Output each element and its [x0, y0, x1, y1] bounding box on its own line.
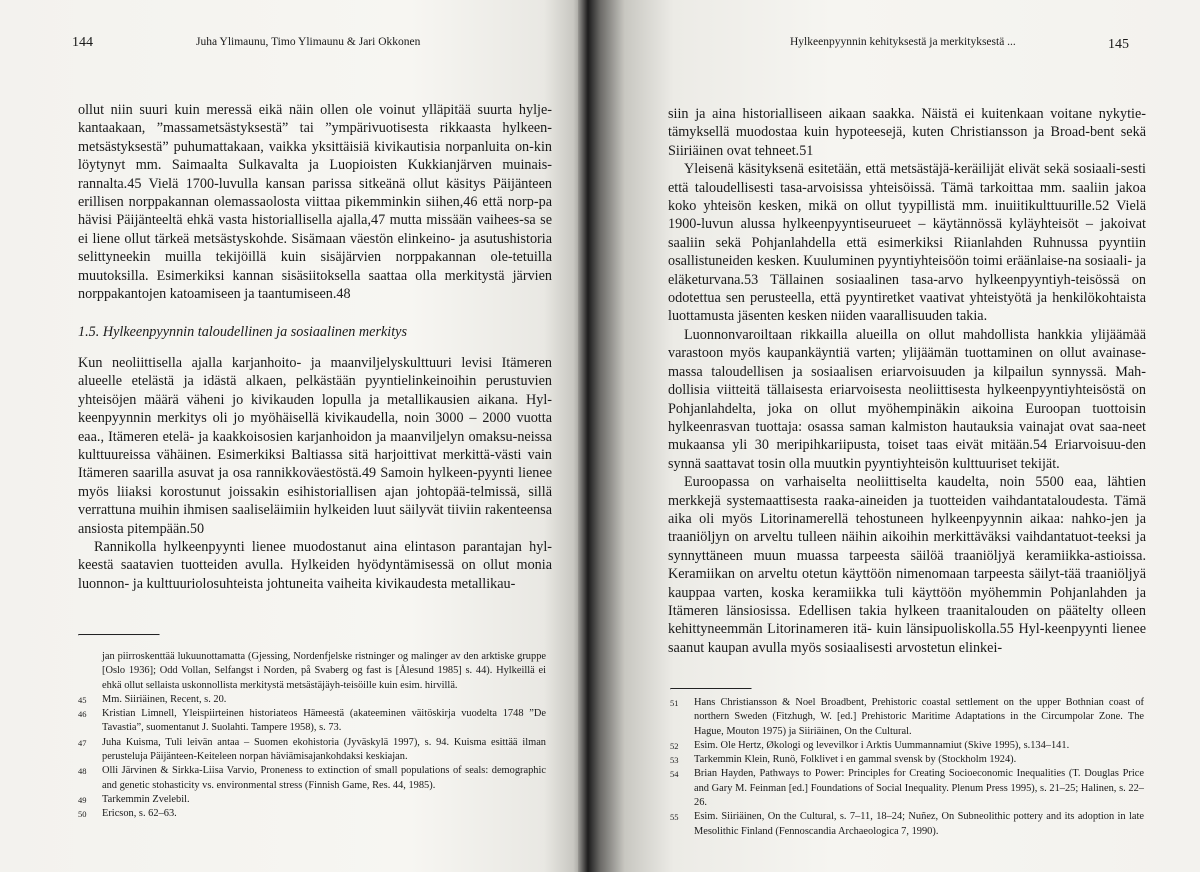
footnote-text: Brian Hayden, Pathways to Power: Principles for Creating Socioeconomic Inequalities (T. Douglas Price and Gary M. Feinman [ed.] Foundations of Social Inequality. Plenum Press 1995), s. 21–25; Halinen, s. 22–26. — [694, 768, 1144, 809]
footnote-text: Olli Järvinen & Sirkka-Liisa Varvio, Proneness to extinction of small populations of seals: demographic and genetic stohasticity vs. environmental stress (Finnish Game, Res. 44, 1985). — [102, 765, 546, 791]
paragraph: Euroopassa on varhaiselta neoliittiselta kaudelta, noin 5500 eaa, lähtien merkkejä systemaattisesta raaka-aineiden ja tuotteiden vaihdantataloudesta. Tämä aika oli myös Litorinamerellä tehostuneen hylkeenpyynnin aikaa: nahko-jen ja traaniöljyn on arveltu tulleen näihin aikoihin merkittäväksi vaihdantatuot-teeksi ja synnyttäneen muun muassa tarpeesta säilöä traaniöljyä keramiikka-astioissa. Keramiikan on arveltu otetun käyttöön nimenomaan tarpeesta säilyt-tää traaniöljyä kauppaa varten, koska keramiikka tuli käyttöön myöhemmin Pohjanlahden ja Itämeren länsiosissa. Edellisen takia hylkeen traanitalouden on päätelty olleen kehittyneemmän Litorinameren itä- kuin länsipuoliskolla.55 Hyl-keenpyynti lienee saanut kaupan avulla myös sosiaalisesti arvostetun elinkei- — [668, 474, 1146, 656]
footnote-continuation: jan piirroskenttää lukuunottamatta (Gjessing, Nordenfjelske ristninger og malinger av den arktiske gruppe [Oslo 1936]; Odd Vollan, Selfangst i Norden, på Svaberg og fast is [Ålesund 1985] s. 44). Hylkeillä ei ehkä ollut sellaista uskonnollista merkitystä metsästäjäyh-teisöille kuin esim. hirvillä. — [102, 651, 546, 691]
footnote-text: Tarkemmin Klein, Runö, Folklivet i en gammal svensk by (Stockholm 1924). — [694, 754, 1017, 766]
footnote-item — [670, 810, 1144, 839]
footnote-number: 52 — [670, 740, 679, 751]
right-body — [668, 105, 1146, 657]
footnote-item — [78, 736, 546, 765]
footnote-number: 47 — [78, 737, 87, 748]
paragraph: Luonnonvaroiltaan rikkailla alueilla on ollut mahdollista hankkia ylijäämää varastoon myös kaupankäyntiä varten; ylijäämän tuottaminen on ollut avainase-massa taloudellisen ja sosiaalisen eriarvoisuuden ja kilpailun synnyssä. Mah-dollisia viitteitä tällaisesta eriarvoisesta neoliittisesta hylkeenpyyntiyhteisöstä on Pohjanlahdelta, joka on ollut myöhempinäkin aikoina Euroopan tuottoisin hylkeenrasvan tuottaja: osassa saman kalmiston hautauksia vainajat ovat saa-neet mukaansa yli 30 meripihkariipusta, toiset taas eivät mitään.54 Eriarvoisuu-den synnä saattavat tosin olla muutkin pyyntiyhteisön kulttuuriset tekijät. — [668, 326, 1146, 472]
footnote-number: 49 — [78, 794, 87, 805]
footnote-text: Tarkemmin Zvelebil. — [102, 793, 190, 805]
left-body — [78, 101, 552, 593]
paragraph: Rannikolla hylkeenpyynti lienee muodostanut aina elintason parantajan hyl-keestä saatavien tuotteiden avulla. Hylkeiden hyödyntämisessä on ollut monia luonnon- ja kulttuuriolosuhteista johtuneita vaiheita kivikaudesta metallikau- — [78, 538, 552, 592]
paragraph: Kun neoliittisella ajalla karjanhoito- ja maanviljelyskulttuuri levisi Itämeren alueelle etelästä ja idästä alkaen, pelkästään pyyntielinkeinoihin perustuvien yhteisöjen määrä väheni jo kivikauden lopulla ja metallikausien aikana. Hyl-keenpyynnin merkitys oli jo myöhäisellä kivikaudella, noin 3000 – 2000 vuotta eaa., Itämeren etelä- ja kaakkoisosien karjanhoidon ja maanviljelyn omaksu-neissa kulttuureissa vähäinen. Esimerkiksi Baltiassa sitä harjoittivat merkittä-västi vain Itämeren saarilla asuvat ja osa rannikkoväestöstä.49 Samoin hylkeen-pyynti lienee myös liiaksi korostunut joissakin esihistoriallisen ajan johtopää-telmissä, sillä verrattuna muihin ihmisen saaliseläimiin hylkeiden luut säilyvät tiiviin rakenteensa ansiosta pitempään.50 — [78, 354, 552, 537]
footnote-number: 50 — [78, 809, 87, 820]
footnote-number: 55 — [670, 812, 679, 823]
footnote-item — [78, 793, 546, 807]
footnote-text: Mm. Siiriäinen, Recent, s. 20. — [102, 693, 227, 705]
footnote-rule — [78, 634, 160, 636]
right-page — [588, 0, 1200, 872]
footnote-number: 54 — [670, 769, 679, 780]
footnote-text: Hans Christiansson & Noel Broadbent, Prehistoric coastal settlement on the upper Bothnian coast of northern Sweden (Fitzhugh, W. [ed.] Prehistoric Maritime Adaptations in the Circumpolar Zone. The Hague, Mouton 1975) ja Siiriäinen, On the Cultural. — [694, 697, 1144, 737]
left-footnotes — [78, 634, 546, 822]
footnote-rule — [670, 688, 752, 690]
left-page — [0, 0, 585, 872]
footnote-item — [78, 807, 546, 821]
footnote-item — [670, 739, 1144, 753]
footnote-text: Juha Kuisma, Tuli leivän antaa – Suomen ekohistoria (Jyväskylä 1997), s. 94. Kuisma esittää ilman perusteluja Päijänteen-Keiteleen norpan häviämisajankohdaksi keskiajan. — [102, 736, 546, 763]
footnote-number: 48 — [78, 766, 87, 777]
running-head-left: Juha Ylimaunu, Timo Ylimaunu & Jari Okkonen — [196, 36, 421, 48]
right-footnotes — [670, 688, 1144, 839]
running-head-right: Hylkeenpyynnin kehityksestä ja merkityksestä ... — [790, 36, 1016, 48]
footnote-text: Kristian Limnell, Yleispiirteinen historiateos Hämeestä (akateeminen väitöskirja vuodelta 1748 ”De Tavastia”, suomentanut J. Suolahti. Tampere 1958), s. 73. — [102, 708, 546, 734]
footnote-item — [670, 753, 1144, 767]
footnote-number: 53 — [670, 755, 679, 766]
footnote-text: Ericson, s. 62–63. — [102, 808, 177, 820]
paragraph: siin ja aina historialliseen aikaan saakka. Näistä ei kuitenkaan voitane nykytie-tämyksellä muodostaa kuin hypoteesejä, kuten Christiansson ja Broad-bent sekä Siiriäinen ovat tehneet.51 — [668, 106, 1146, 159]
footnote-item — [670, 767, 1144, 810]
paragraph: ollut niin suuri kuin meressä eikä näin ollen ole voinut ylläpitää suurta hylje-kantaakaan, ”massametsästyksestä” tai ”ympärivuotisesta rikkaasta hylkeen-metsästyksestä” puhumattakaan, vaikka yksittäisiä kivikautisia norpanluita on-kin löytynyt mm. Saimaalta Sulkavalta ja Luopioisten Kukkianjärven muinais-rannalta.45 Vielä 1700-luvulla kansan parissa sitkeänä ollut käsitys Päijänteen erillisen norppakannan olemassaolosta viittaa pikemminkin siihen,46 että norp-pa hävisi Päijänteeltä ehkä vasta historiallisella ajalla,47 mutta missään vaihees-sa se ei liene ollut tärkeä metsästyskohde. Sisämaan väestön elinkeino- ja asutushistoria selittyneekin muilla tekijöillä kuin sisäjärvien norppakannan ole-tetuilla muutoksilla. Esimerkiksi kannan sisäsiitoksella saattaa olla merkitystä järvien norppakantojen katoamiseen ja taantumiseen.48 — [78, 102, 552, 303]
footnote-item — [78, 707, 546, 736]
page-number-right: 145 — [1108, 37, 1129, 52]
footnote-item — [78, 764, 546, 793]
section-heading: 1.5. Hylkeenpyynnin taloudellinen ja sosiaalinen merkitys — [78, 324, 407, 341]
footnote-item — [670, 696, 1144, 739]
paragraph: Yleisenä käsityksenä esitetään, että metsästäjä-keräilijät elivät sekä sosiaali-sesti että taloudellisesti tasa-arvoisissa yhteisöissä. Tämä tarkoittaa mm. saaliin jakoa koko yhteisön kesken, mikä on ollut tyypillistä mm. inuiitikulttuurille.52 Vielä 1900-luvun alussa hylkeenpyyntiseurueet – käytännössä kyläyhteisöt – jakoivat saaliin sekä Pohjanlahdella että esimerkiksi Riianlahden Ruhnussa pyyntiin osallistuneiden kesken. Kuuluminen pyyntiyhteisöön toimi eräänlaise-na sosiaali- ja eläketurvana.53 Tällainen sosiaalinen tasa-arvo hylkeenpyyntiyh-teisössä on odotettua sen perusteella, että pyyntiretket vaativat yhteistyötä ja henkilökohtaista luottamusta jäsenten kesken niiden vaarallisuuden takia. — [668, 161, 1146, 325]
footnote-item — [78, 693, 546, 707]
footnote-number: 45 — [78, 694, 87, 705]
footnote-number: 46 — [78, 709, 87, 720]
footnote-text: Esim. Siiriäinen, On the Cultural, s. 7–11, 18–24; Nuñez, On Subneolithic pottery and its adoption in late Mesolithic Finland (Fennoscandia Archaeologica 7, 1990). — [694, 811, 1144, 837]
page-number-left: 144 — [72, 35, 93, 50]
footnote-text: Esim. Ole Hertz, Økologi og levevilkor i Arktis Uummannamiut (Skive 1995), s.134–141. — [694, 739, 1070, 751]
footnote-number: 51 — [670, 698, 679, 708]
